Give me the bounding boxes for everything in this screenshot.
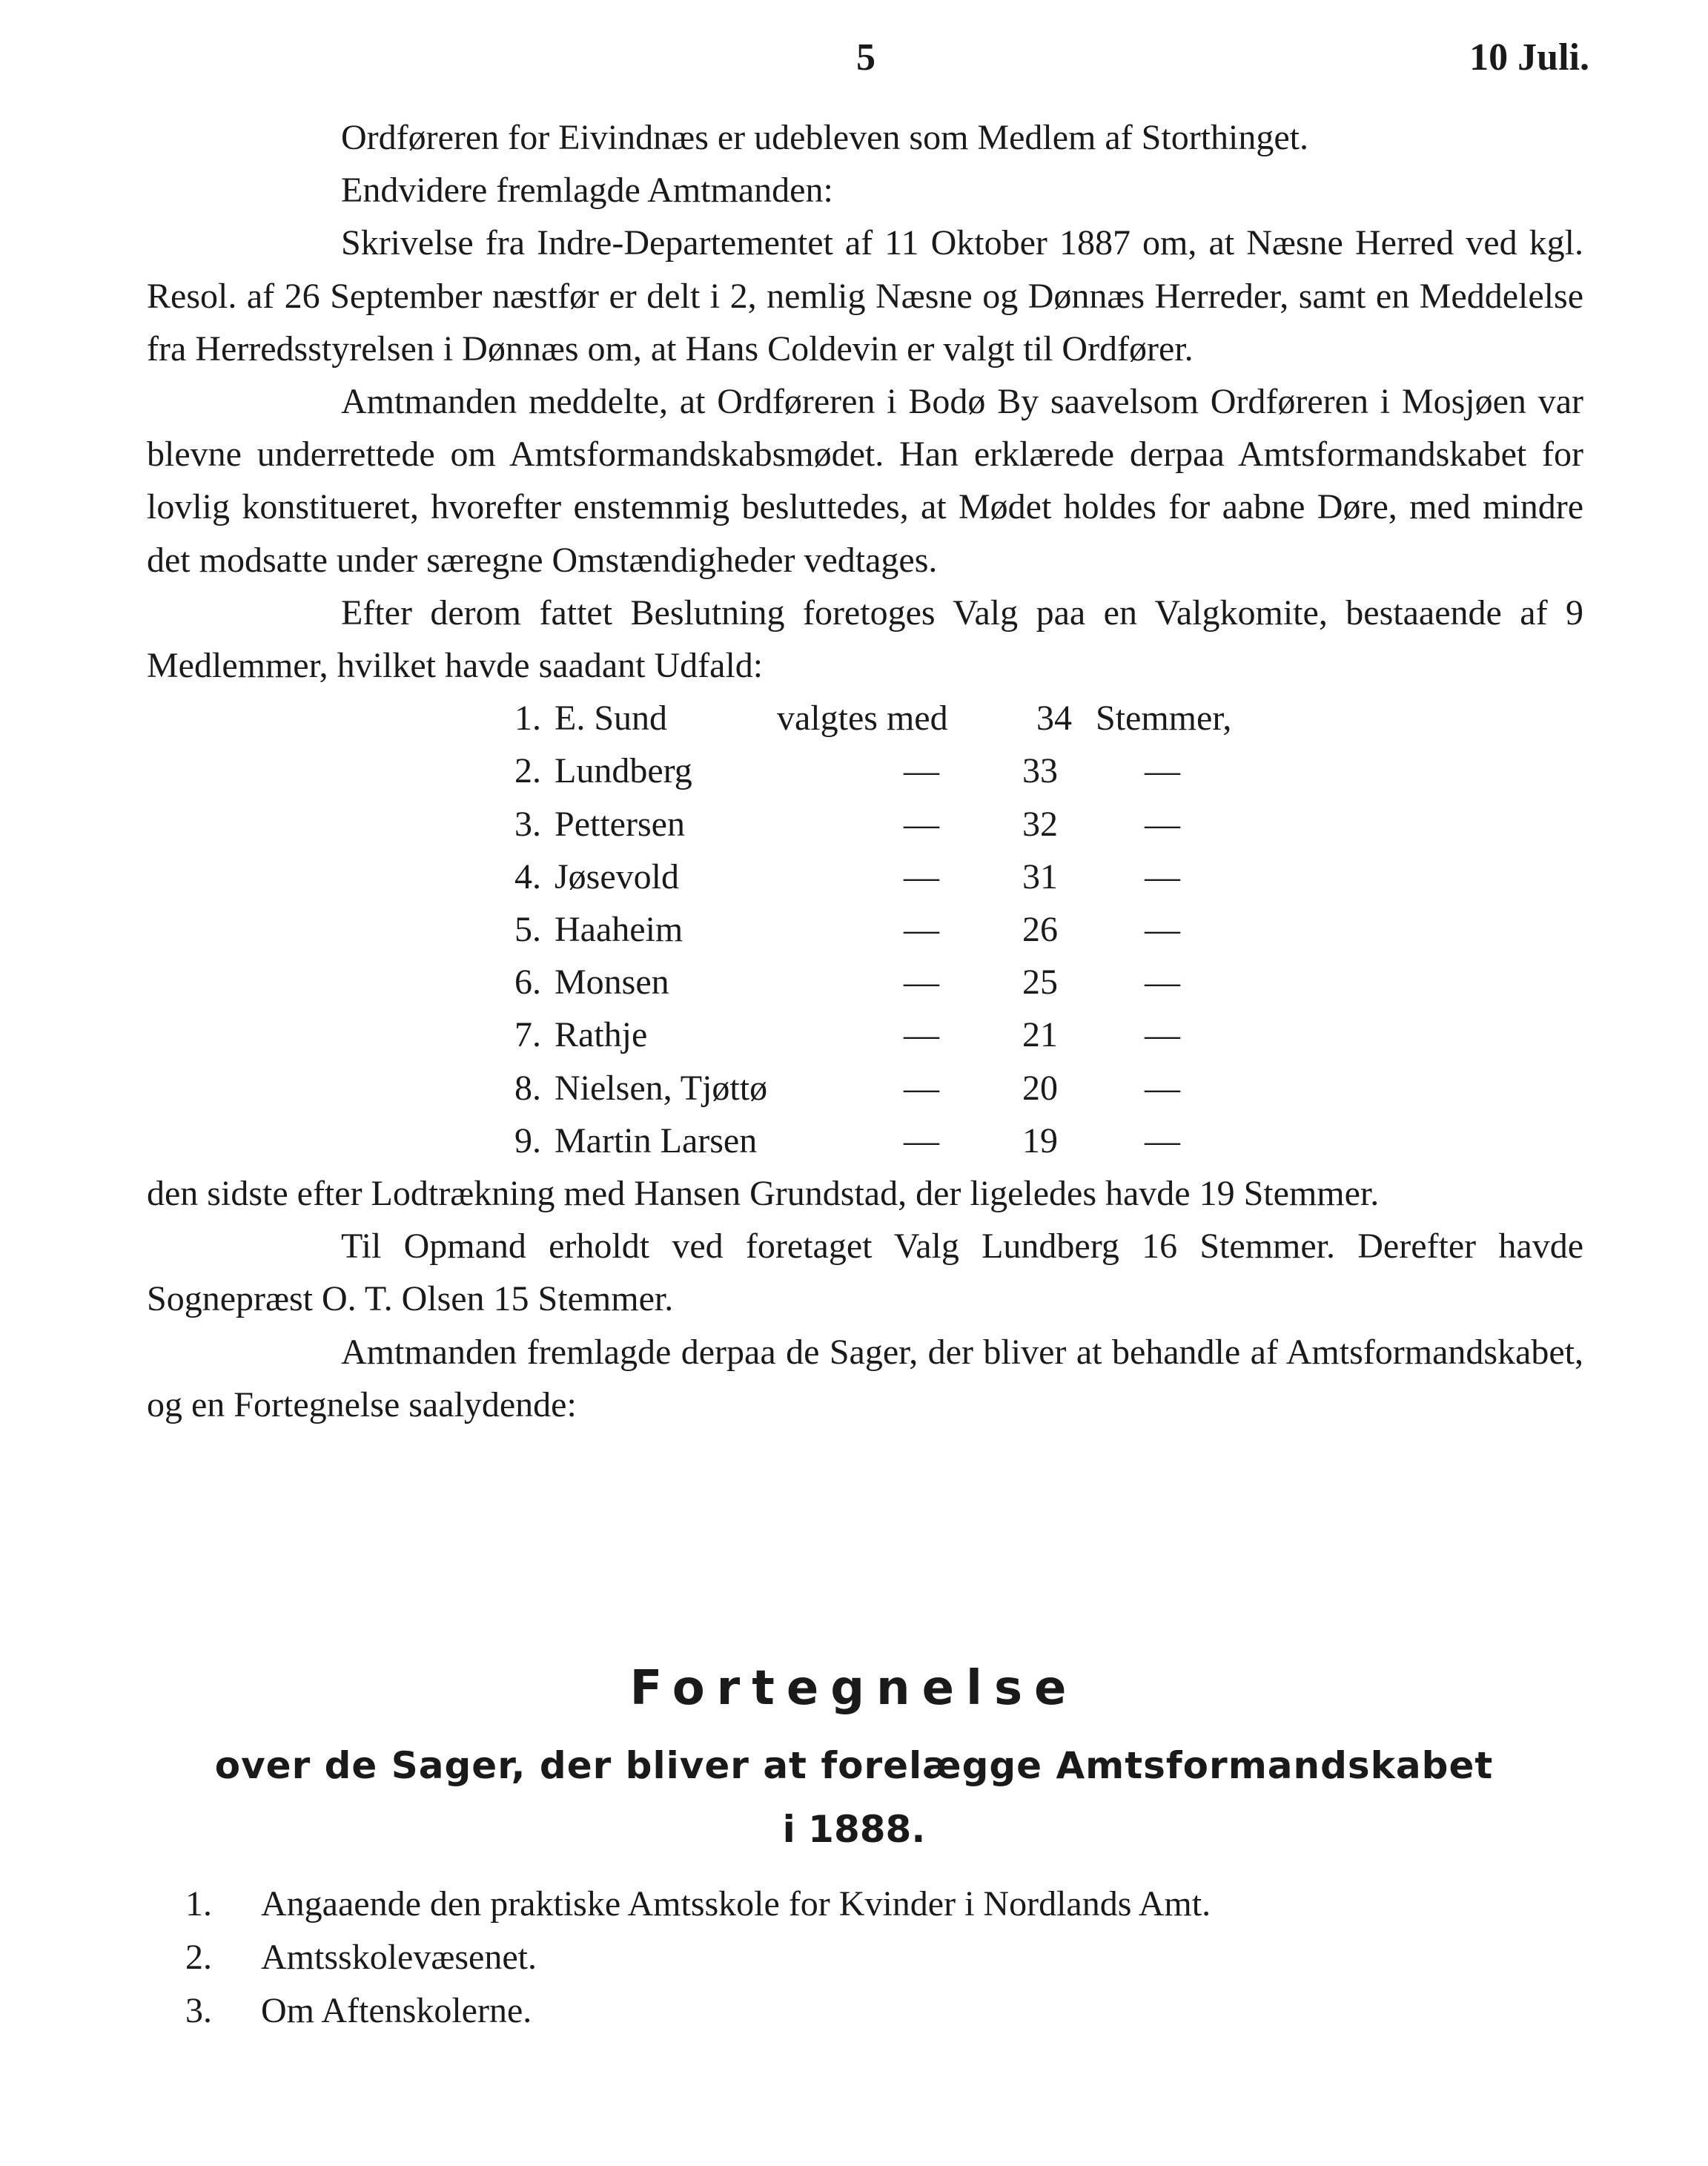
member-name: Lundberg bbox=[555, 751, 692, 791]
ditto-dash: — bbox=[1145, 751, 1180, 791]
vote-count: 19 bbox=[1022, 1120, 1058, 1160]
vote-row bbox=[147, 1008, 1583, 1061]
body-text bbox=[147, 111, 1583, 1431]
vote-rank: 8. bbox=[514, 1068, 541, 1108]
ditto-dash: — bbox=[904, 856, 939, 897]
paragraph: Amtmanden meddelte, at Ordføreren i Bodø By saavelsom Ordføreren i Mosjøen var blevne underrettede om Amtsformandskabsmødet. Han erklærede derpaa Amtsformandskabet for lovlig konstitueret, hvorefter enstemmig besluttedes, at Mødet holdes for aabne Døre, med mindre det modsatte under særegne Omstændigheder vedtages. bbox=[147, 382, 1583, 580]
vote-count: 33 bbox=[1022, 751, 1058, 791]
ditto-dash: — bbox=[904, 1015, 939, 1055]
vote-count: 32 bbox=[1022, 804, 1058, 844]
vote-row bbox=[147, 744, 1583, 797]
ditto-dash: — bbox=[904, 1068, 939, 1108]
ditto-dash: — bbox=[1145, 804, 1180, 844]
page-number: 5 bbox=[856, 36, 875, 79]
agenda-item-text: Amtsskolevæsenet. bbox=[261, 1938, 537, 1977]
ditto-dash: — bbox=[904, 804, 939, 844]
ditto-dash: — bbox=[1145, 856, 1180, 897]
ditto-dash: — bbox=[904, 963, 939, 1003]
vote-row bbox=[147, 851, 1583, 903]
ditto-dash: — bbox=[1145, 1015, 1180, 1055]
vote-rank: 9. bbox=[514, 1120, 541, 1160]
member-name: Martin Larsen bbox=[555, 1120, 758, 1160]
vote-row bbox=[147, 956, 1583, 1008]
vote-rank: 1. bbox=[514, 699, 541, 739]
member-name: E. Sund bbox=[555, 699, 668, 739]
paragraph: Amtmanden fremlagde derpaa de Sager, der bliver at behandle af Amtsformandskabet, og en Fortegnelse saalydende: bbox=[147, 1332, 1583, 1424]
agenda-item-text: Om Aftenskolerne. bbox=[261, 1991, 532, 2030]
vote-count: 34 bbox=[1036, 699, 1072, 739]
page-date: 10 Juli. bbox=[1469, 36, 1589, 79]
agenda-item-number: 2. bbox=[185, 1938, 212, 1977]
member-name: Nielsen, Tjøttø bbox=[555, 1068, 768, 1108]
ditto-dash: — bbox=[1145, 1068, 1180, 1108]
ditto-dash: — bbox=[904, 751, 939, 791]
vote-count: 31 bbox=[1022, 856, 1058, 897]
vote-row bbox=[147, 692, 1583, 744]
paragraph: Endvidere fremlagde Amtmanden: bbox=[341, 171, 833, 211]
vote-rank: 7. bbox=[514, 1015, 541, 1055]
vote-label: valgtes med bbox=[777, 699, 948, 739]
paragraph: Efter derom fattet Beslutning foretoges Valg paa en Valgkomite, bestaaende af 9 Medlemmer, hvilket havde saadant Udfald: bbox=[147, 592, 1583, 686]
member-name: Haaheim bbox=[555, 909, 683, 949]
agenda-item-number: 1. bbox=[185, 1884, 212, 1924]
member-name: Monsen bbox=[555, 963, 669, 1003]
member-name: Rathje bbox=[555, 1015, 648, 1055]
vote-rank: 5. bbox=[514, 909, 541, 949]
member-name: Pettersen bbox=[555, 804, 685, 844]
ditto-dash: — bbox=[1145, 963, 1180, 1003]
vote-row bbox=[147, 1115, 1583, 1167]
vote-rank: 2. bbox=[514, 751, 541, 791]
vote-results-list bbox=[147, 692, 1583, 1167]
vote-count: 20 bbox=[1022, 1068, 1058, 1108]
section-title: Fortegnelse bbox=[629, 1661, 1079, 1716]
member-name: Jøsevold bbox=[555, 856, 679, 897]
ditto-dash: — bbox=[904, 1120, 939, 1160]
vote-rank: 4. bbox=[514, 856, 541, 897]
ditto-dash: — bbox=[904, 909, 939, 949]
vote-row bbox=[147, 798, 1583, 851]
vote-count: 25 bbox=[1022, 963, 1058, 1003]
vote-rank: 6. bbox=[514, 963, 541, 1003]
vote-row bbox=[147, 1062, 1583, 1115]
section-subtitle: over de Sager, der bliver at forelægge Amtsformandskabet bbox=[214, 1744, 1494, 1787]
ditto-dash: — bbox=[1145, 909, 1180, 949]
agenda-item-number: 3. bbox=[185, 1991, 212, 2030]
vote-unit: Stemmer, bbox=[1096, 699, 1232, 739]
paragraph: den sidste efter Lodtrækning med Hansen Grundstad, der ligeledes havde 19 Stemmer. bbox=[147, 1173, 1380, 1213]
ditto-dash: — bbox=[1145, 1120, 1180, 1160]
paragraph: Til Opmand erholdt ved foretaget Valg Lundberg 16 Stemmer. Derefter havde Sognepræst O. T. Olsen 15 Stemmer. bbox=[147, 1226, 1583, 1319]
paragraph: Ordføreren for Eivindnæs er udebleven som Medlem af Storthinget. bbox=[341, 118, 1308, 157]
vote-count: 26 bbox=[1022, 909, 1058, 949]
vote-rank: 3. bbox=[514, 804, 541, 844]
section-subtitle-year: i 1888. bbox=[782, 1808, 926, 1851]
paragraph: Skrivelse fra Indre-Departementet af 11 Oktober 1887 om, at Næsne Herred ved kgl. Resol. af 26 September næstfør er delt i 2, nemlig Næsne og Dønnæs Herreder, samt en Meddelelse fra Herredsstyrelsen i Dønnæs om, at Hans Coldevin er valgt til Ordfører. bbox=[147, 223, 1583, 369]
vote-count: 21 bbox=[1022, 1015, 1058, 1055]
agenda-item-text: Angaaende den praktiske Amtsskole for Kvinder i Nordlands Amt. bbox=[261, 1884, 1211, 1924]
vote-row bbox=[147, 903, 1583, 956]
